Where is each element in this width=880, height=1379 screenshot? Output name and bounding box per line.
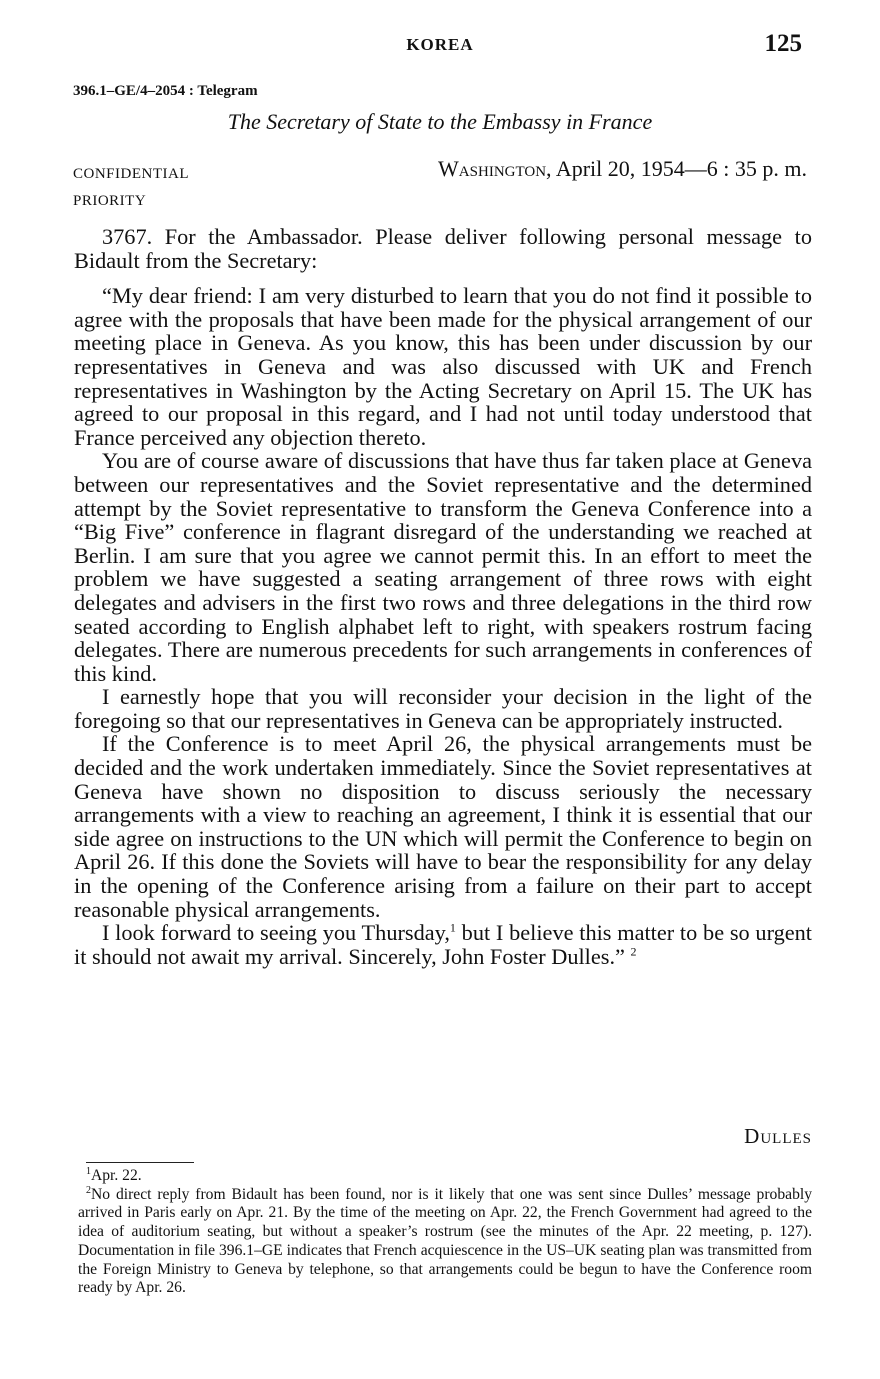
classification-label: CONFIDENTIAL (73, 166, 189, 182)
footnote (78, 1186, 812, 1298)
footnote (78, 1167, 812, 1186)
body-paragraph: You are of course aware of discussions that have thus far taken place at Geneva between our representatives and the Soviet representative and the determined attempt by the Soviet representative to transform the Geneva Conference into a “Big Five” conference in flagrant disregard of the understanding we reached at Berlin. I am sure that you agree we cannot permit this. In an effort to meet the problem we have suggested a seating arrangement of three rows with eight delegates and advisers in the first two rows and three delegations in the third row seated according to English alphabet left to right, with speakers rostrum facing delegates. There are numerous precedents for such arrangements in conferences of this kind. (74, 448, 812, 686)
page-number: 125 (764, 30, 802, 57)
document-heading: The Secretary of State to the Embassy in France (227, 109, 653, 134)
document-reference: 396.1–GE/4–2054 : Telegram (73, 83, 258, 99)
signature: Dulles (744, 1124, 812, 1148)
body-text-segment: but I believe this matter to be so urgent it should not await my arrival. Sincerely, John Foster Dulles.” (74, 920, 812, 969)
dateline-place: Washington (438, 156, 547, 181)
footnote-reference: 1 (449, 920, 456, 935)
telegram-body (74, 225, 812, 968)
body-paragraph: I earnestly hope that you will reconsider your decision in the light of the foregoing so that our representatives in Geneva can be appropriately instructed. (74, 684, 812, 733)
footnote-marker: 1 (86, 1165, 91, 1177)
footnotes (78, 1167, 812, 1298)
footnote-text: No direct reply from Bidault has been found, nor is it likely that one was sent since Dulles’ message probably arrived in Paris early on Apr. 21. By the time of the meeting on Apr. 22, the French Government had agreed to the idea of auditorium seating, but without a speaker’s rostrum (see the minutes of the Apr. 22 meeting, p. 127). Documentation in file 396.1–GE indicates that French acquiescence in the US–UK seating plan was transmitted from the Foreign Ministry to Geneva by telephone, so that arrangements could be begun to have the Conference room ready by Apr. 26. (78, 1185, 812, 1297)
priority-label: PRIORITY (73, 193, 147, 209)
running-header: KOREA (406, 35, 474, 54)
body-text-segment: I look forward to seeing you Thursday, (102, 920, 450, 946)
body-paragraph: “My dear friend: I am very disturbed to learn that you do not find it possible to agree with the proposals that have been made for the physical arrangement of our meeting place in Geneva. As you know, this has been under discussion by our representatives in Geneva and was also discussed with UK and French representatives in Washington by the Acting Secretary on April 15. The UK has agreed to our proposal in this regard, and I had not until today understood that France perceived any objection thereto. (74, 283, 812, 450)
dateline-time: , April 20, 1954—6 : 35 p. m. (546, 156, 807, 181)
footnote-marker: 2 (86, 1184, 91, 1196)
footnote-divider (86, 1162, 194, 1163)
footnote-text: Apr. 22. (91, 1167, 142, 1184)
footnote-reference: 2 (630, 944, 637, 959)
body-paragraph (74, 921, 812, 968)
body-paragraph: If the Conference is to meet April 26, the physical arrangements must be decided and the work undertaken immediately. Since the Soviet representatives at Geneva have shown no disposition to discuss seriously the necessary arrangements with a view to reaching an agreement, I think it is essential that our side agree on instructions to the UN which will permit the Conference to begin on April 26. If this done the Soviets will have to bear the responsibility for any delay in the opening of the Conference arising from a failure on their part to accept reasonable physical arrangements. (74, 731, 812, 922)
body-paragraph: 3767. For the Ambassador. Please deliver following personal message to Bidault from the Secretary: (74, 224, 812, 273)
dateline (438, 156, 807, 182)
